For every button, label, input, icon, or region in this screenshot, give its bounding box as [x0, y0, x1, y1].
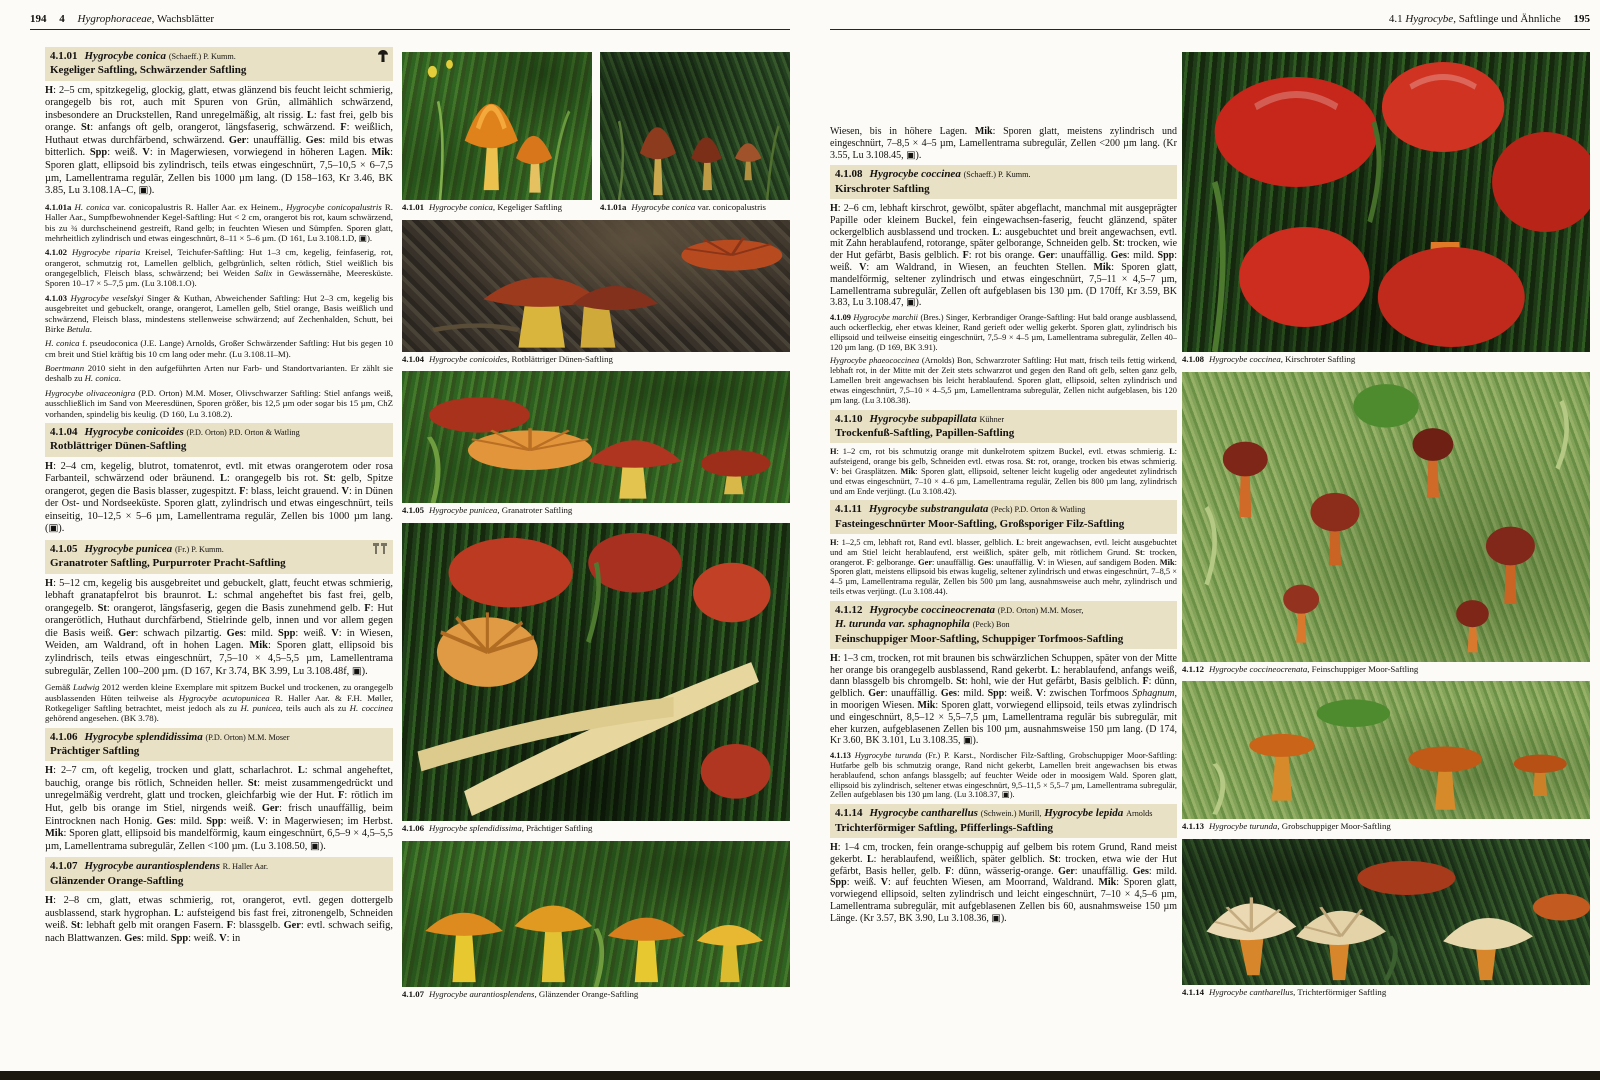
caption-conicoides: 4.1.04 Hygrocybe conicoides, Rotblättriger Dünen-Saftling	[402, 353, 613, 364]
photo-illustration	[402, 523, 790, 821]
figure-aurantiosplendens	[402, 841, 790, 1000]
species-authority: (Peck) P.D. Orton & Watling	[991, 505, 1086, 515]
photo-hygrocybe-splendidissima	[402, 523, 790, 821]
species-authority: Kühner	[979, 414, 1005, 424]
species-number: 4.1.04	[50, 425, 78, 438]
species-latin: Hygrocybe aurantiosplendens	[84, 860, 220, 873]
species-heading-coccineocrenata	[830, 601, 1177, 649]
photo-hygrocybe-aurantiosplendens	[402, 841, 790, 987]
species-number: 4.1.12	[835, 603, 863, 616]
species-number: 4.1.07	[50, 860, 78, 873]
note-acutopunicea: Gemäß Ludwig 2012 werden kleine Exemplare mit spitzem Buckel und trockenen, zu orangegelb ausblassenden Hüten teilweise als Hygrocybe acutopunicea R. Haller Aar. & F.H. Møller, Rotkegeliger Saftling betrachtet, meist jedoch als zu H. punicea, teils auch als zu H. coccinea gehörend angesehen. (BK 3.78).	[45, 682, 393, 724]
species-authority: (Schaeff.) P. Kumm.	[168, 52, 236, 61]
photo-illustration	[1182, 681, 1590, 819]
left-text-column	[45, 44, 393, 1056]
species-number: 4.1.10	[835, 412, 863, 425]
species-common-name: Trichterförmiger Saftling, Pfifferlings-Saftling	[835, 821, 1054, 834]
edibility-icon	[372, 543, 388, 558]
photo-hygrocybe-conica	[402, 52, 592, 200]
species-number: 4.1.08	[835, 168, 863, 181]
section-number: 4.1	[1388, 13, 1403, 25]
species-common-name: Granatroter Saftling, Purpurroter Pracht-Saftling	[50, 557, 286, 570]
left-page-header	[30, 13, 790, 30]
description-conicoides: H: 2–4 cm, kegelig, blutrot, tomatenrot, evtl. mit etwas orangerotem oder rosa Farbanteil, schwärzend oder bräunend. L: orangegelb bis rot. St: gelb, Spitze orangerot, gegen die Basis blasser, zugespitzt. F: blass, leicht grauend. V: in Dünen der Ost- und Nordseeküste. Sporen glatt, zylindrisch und etwas eingeschnürt, teils einseitig, 10–12,5 × 5–6 µm, Lamellentrama regulär, Zellen bis 1000 µm lang. (▣).	[45, 460, 393, 535]
species-synonym: Hygrocybe lepida	[1044, 807, 1124, 820]
genus-common: , Saftlinge und Ähnliche	[1453, 13, 1561, 25]
right-text-column	[830, 126, 1177, 1056]
caption-splendidissima: 4.1.06 Hygrocybe splendidissima, Prächtiger Saftling	[402, 823, 593, 834]
description-cantharellus: H: 1–4 cm, trocken, fein orange-schuppig auf gelbem bis rotem Grund, Rand meist gekerbt. L: herablaufend, weißlich, später gelblich. St: trocken, etwa wie der Hut gefärbt, Basis heller, gelb. F: dünn, wässerig-orange. Ger: unauffällig. Ges: mild. Spp: weiß. V: auf feuchten Wiesen, am Moorrand, Waldrand. Mik: Sporen glatt, vorwiegend ellipsoid, selten zylindrisch und leicht eingeschnürt, 7–10 × 4,5–6 µm, Lamellentrama subregulär, mit aufgeblasenen Zellen bis 60, ausnahmsweise 150 µm Länge. (Kr 3.57, BK 3.90, Lu 3.108.36, ▣).	[830, 841, 1177, 924]
genus-name: Hygrocybe	[1405, 13, 1454, 25]
photo-illustration	[1182, 372, 1590, 662]
description-continuation: Wiesen, bis in höhere Lagen. Mik: Sporen glatt, meistens zylindrisch und eingeschnürt, 7–8,5 × 4–5 µm, Lamellentrama subregulär, Zellen <200 µm lang. (Kr 3.55, Lu 3.108.45, ▣).	[830, 126, 1177, 161]
species-synonym-authority: Arnolds	[1126, 809, 1153, 819]
caption-turunda: 4.1.13 Hygrocybe turunda, Grobschuppiger Moor-Saftling	[1182, 821, 1391, 832]
figure-coccinea	[1182, 52, 1590, 365]
caption-coccinea: 4.1.08 Hygrocybe coccinea, Kirschroter Saftling	[1182, 354, 1356, 364]
species-authority: (Fr.) P. Kumm.	[174, 544, 224, 554]
photo-hygrocybe-punicea	[402, 371, 790, 503]
species-heading-punicea	[45, 540, 393, 574]
chapter-number: 4	[59, 13, 65, 25]
photo-illustration	[1182, 839, 1590, 985]
species-authority: (Schaeff.) P. Kumm.	[963, 170, 1031, 180]
caption-coccineocrenata: 4.1.12 Hygrocybe coccineocrenata, Feinschuppiger Moor-Saftling	[1182, 663, 1419, 674]
description-substrangulata: H: 1–2,5 cm, lebhaft rot, Rand evtl. blasser, gelblich. L: breit angewachsen, evtl. leicht ausgebuchtet und am Stiel leicht herablaufend, erst weißlich, später gelb, mit rötlichem Grund. St: trocken, orangerot. F: gelborange. Ger: unauffällig. Ges: unauffällig. V: in Wiesen, auf sandigem Boden. Mik: Sporen glatt, meistens ellipsoid bis etwas kugelig, seltener zylindrisch und etwas eingeschnürt, 7–8,5 × 4–5 µm, Lamellentrama regulär, Zellen bis 500 µm lang, ausnahmsweise auch mehr, zylindrisch und teils etwas verjüngt. (Lu 3.108.44).	[830, 537, 1177, 597]
caption-aurantiosplendens: 4.1.07 Hygrocybe aurantiosplendens, Glänzender Orange-Saftling	[402, 988, 639, 999]
page-number-left: 194	[30, 13, 47, 25]
family-name: Hygrophoraceae	[77, 13, 152, 25]
species-number: 4.1.06	[50, 730, 78, 743]
figure-splendidissima	[402, 523, 790, 834]
species-heading-subpapillata	[830, 410, 1177, 444]
figure-punicea	[402, 371, 790, 516]
species-number: 4.1.01	[50, 50, 78, 62]
photo-hygrocybe-coccinea	[1182, 52, 1590, 352]
species-heading-cantharellus	[830, 804, 1177, 838]
species-authority: (Schwein.) Murill,	[980, 809, 1042, 819]
caption-conicopalustris: 4.1.01a Hygrocybe conica var. conicopalustris	[600, 202, 766, 212]
figure-cantharellus	[1182, 839, 1590, 998]
left-image-column	[402, 52, 790, 1006]
description-splendidissima: H: 2–7 cm, oft kegelig, trocken und glatt, scharlachrot. L: schmal angeheftet, bauchig, orange bis rötlich, Schneiden heller. St: meist zusammengedrückt und unregelmäßig verdreht, glatt und trocken, gleichfarbig wie der Hut. F: rötlich im Hut, gelb bis orange im Stiel, nirgends weiß. Ger: frisch unauffällig, beim Eintrocknen nach Honig. Ges: mild. Spp: weiß. V: in Magerwiesen; im Herbst. Mik: Sporen glatt, ellipsoid bis mandelförmig, kaum eingeschnürt, 6,5–9 × 4,5–5,5 µm, Lamellentrama subregulär, Zellen <100 µm. (Lu 3.108.50, ▣).	[45, 765, 393, 852]
species-common-name: Fasteingeschnürter Moor-Saftling, Großsporiger Filz-Saftling	[835, 517, 1125, 530]
species-common-name: Kirschroter Saftling	[835, 182, 930, 195]
species-heading-conica	[45, 47, 393, 81]
photo-illustration	[600, 52, 790, 200]
species-latin: Hygrocybe conica	[84, 50, 167, 62]
photo-hygrocybe-cantharellus	[1182, 839, 1590, 985]
species-number: 4.1.11	[835, 503, 862, 516]
photo-illustration	[1182, 52, 1590, 352]
toxicity-icon	[378, 50, 388, 66]
photo-illustration	[402, 52, 592, 200]
figure-turunda	[1182, 681, 1590, 832]
species-latin: Hygrocybe splendidissima	[84, 730, 203, 743]
figure-conicoides	[402, 220, 790, 365]
species-heading-conicoides	[45, 423, 393, 457]
photo-hygrocybe-conicoides	[402, 220, 790, 352]
description-punicea: H: 5–12 cm, kegelig bis ausgebreitet und gebuckelt, glatt, feucht etwas schmierig, lebhaft granatapfelrot bis braunrot. L: schmal angeheftet bis fast frei, gelb, orangegelb. St: orangerot, längsfaserig, gegen die Basis zunehmend gelb. F: Hut orangerötlich, Huthaut durchfärbend, Stielrinde gelb, innen und vor allem gegen die Basis weiß. Ger: schwach pilzartig. Ges: mild. Spp: weiß. V: in Wiesen, Weiden, am Waldrand, oft in hohen Lagen. Mik: Sporen glatt, ellipsoid bis zylindrisch, teils etwas eingeschnürt, 7,5–10 × 4,5–5,5 µm, Lamellentrama subregulär, Zellen 100–200 µm. (D 167, Kr 3.74, BK 3.99, Lu 3.108.48f, ▣).	[45, 577, 393, 677]
note-phaeococcinea: Hygrocybe phaeococcinea (Arnolds) Bon, Schwarzroter Saftling: Hut matt, frisch teils fettig wirkend, lebhaft rot, in der Mitte mit der Zeit stets schwarzrot und gegen den Rand oft gelb, selten ganz gelb, Lamellen breit angewachsen bis leicht herablaufend. Sporen glatt, ellipsoid, selten zylindrisch und etwas eingeschnürt, 7,5–10 × 4–5,5 µm, Lamellentrama subregulär, Zellen nicht aufgeblasen, bis 120 µm lang. (Lu 3.108.38).	[830, 356, 1177, 405]
species-number: 4.1.14	[835, 807, 863, 820]
caption-punicea: 4.1.05 Hygrocybe punicea, Granatroter Saftling	[402, 505, 573, 516]
note-turunda: 4.1.13 Hygrocybe turunda (Fr.) P. Karst., Nordischer Filz-Saftling, Grobschuppiger Moor-Saftling: Hutfarbe gelb bis schmutzig orange, Rand nicht gekerbt, Lamellen breit angewachsen bis etwas herablaufend, schon anfangs blassgelb; auf feuchter Weide oder in moosigem Wald. Sporen glatt, ellipsoid bis zylindrisch, seltener etwas eingeschnürt, 9,5–11,5 × 5,5–7 µm, Lamellentrama subregulär, Zellen aufgeblasen bis 130 µm lang. (Lu 3.108.37, ▣).	[830, 751, 1177, 800]
note-olivaceonigra: Hygrocybe olivaceonigra (P.D. Orton) M.M. Moser, Olivschwarzer Saftling: Stiel anfangs weiß, ausschließlich im Sand von Meeresdünen, Sporen größer, bis 12,5 µm oder sogar bis 15 µm, ChZ vorhanden, spindelig bis keulig. (D 160, Lu 3.108.2).	[45, 387, 393, 419]
scan-edge	[0, 1071, 1600, 1080]
species-authority: (P.D. Orton) M.M. Moser,	[997, 605, 1084, 615]
figure-coccineocrenata	[1182, 372, 1590, 675]
photo-conica-var-conicopalustris	[600, 52, 790, 200]
family-common: , Wachsblätter	[151, 13, 215, 25]
species-number: 4.1.05	[50, 542, 78, 555]
species-latin: Hygrocybe punicea	[84, 542, 173, 555]
species-latin: Hygrocybe subpapillata	[869, 412, 977, 425]
species-latin: Hygrocybe coccineocrenata	[869, 603, 996, 616]
photo-illustration	[402, 841, 790, 987]
species-heading-substrangulata	[830, 500, 1177, 534]
page-number-right: 195	[1573, 13, 1590, 25]
caption-conica: 4.1.01 Hygrocybe conica, Kegeliger Saftling	[402, 202, 563, 212]
note-conicopalustris: 4.1.01a H. conica var. conicopalustris R. Haller Aar. ex Heinem., Hygrocybe conicopalustris R. Haller Aar., Sumpfbewohnender Kegel-Saftling: Hut < 2 cm, orangerot bis rot, kaum schwärzend, bis zu ¾ durchscheinend gestreift, Rand gelb; in feuchten Wiesen und Sümpfen. Sporen glatt, mehrheitlich zylindrisch und etwas eingeschnürt, 8–11 × 5–6 µm. (D 161, Lu 3.108.1.D, ▣).	[45, 201, 393, 243]
species-authority: (P.D. Orton) P.D. Orton & Watling	[186, 427, 300, 437]
species-latin: Hygrocybe cantharellus	[869, 807, 978, 820]
species-authority: R. Haller Aar.	[222, 862, 269, 872]
species-heading-coccinea	[830, 165, 1177, 199]
species-common-name: Trockenfuß-Saftling, Papillen-Saftling	[835, 426, 1015, 439]
photo-illustration	[402, 371, 790, 503]
right-image-column	[1182, 52, 1590, 1005]
right-page-header	[830, 13, 1590, 30]
caption-cantharellus: 4.1.14 Hygrocybe cantharellus, Trichterförmiger Saftling	[1182, 987, 1387, 998]
note-riparia: 4.1.02 Hygrocybe riparia Kreisel, Teichufer-Saftling: Hut 1–3 cm, kegelig, feinfaserig, rot, orangerot, schmutzig rot, Lamellen gelblich, gelbgrünlich, selten rötlich, Stiel weißlich bis orangegelblich, Fleisch blass, schwärzend; bei Weiden Salix in Gewässernähe, Meeresküste. Sporen 10–17 × 5–7,5 µm. (Lu 3.108.1.O).	[45, 247, 393, 289]
species-common-name: Rotblättriger Dünen-Saftling	[50, 440, 187, 453]
description-subpapillata: H: 1–2 cm, rot bis schmutzig orange mit dunkelrotem spitzem Buckel, evtl. etwas schmierig. L: aufsteigend, orange bis gelb, Schneiden evtl. etwas rosa. St: rot, orange, trocken bis etwas schmierig. V: bei Grasplätzen. Mik: Sporen glatt, ellipsoid, seltener leicht kugelig oder angedeutet zylindrisch und etwas eingeschnürt, 7–10 × 4–6 µm, Lamellentrama regulär, Zellen bis 800 µm lang, zylindrisch und am Ende verjüngt. (Lu 3.108.42).	[830, 447, 1177, 496]
photo-hygrocybe-turunda	[1182, 681, 1590, 819]
figure-conica	[402, 52, 592, 213]
species-common-name: Prächtiger Saftling	[50, 745, 140, 757]
species-latin: Hygrocybe coccinea	[869, 168, 961, 181]
species-latin: Hygrocybe conicoides	[84, 425, 184, 438]
species-common-name: Glänzender Orange-Saftling	[50, 874, 184, 887]
description-coccinea: H: 2–6 cm, lebhaft kirschrot, gewölbt, später abgeflacht, manchmal mit ausgeprägter Papille oder kleinem Buckel, fein eingewachsen-faserig, feucht glänzend, später ockergelblich ausblassend und trocken. L: ausgebuchtet und breit angewachsen, evtl. mit Zahn herablaufend, rotorange, später gelborange, Schneiden gelb. St: trocken, wie der Hut gefärbt, Basis gelblich. F: rot bis orange. Ger: unauffällig. Ges: mild. Spp: weiß. V: am Waldrand, in Wiesen, an feuchten Stellen. Mik: Sporen glatt, mandelförmig, seltener zylindrisch und etwas eingeschnürt, 7,5–11 × 4,5–7 µm, Lamellentrama subregulär, Zellen oft aufgeblasen bis 130 µm. (D 170ff, Kr 3.59, BK 3.83, Lu 3.108.47, ▣).	[830, 202, 1177, 309]
photo-illustration	[402, 220, 790, 352]
species-common-name: Kegeliger Saftling, Schwärzender Saftling	[50, 64, 247, 77]
species-latin: Hygrocybe substrangulata	[868, 503, 989, 516]
description-coccineocrenata: H: 1–3 cm, trocken, rot mit braunen bis schwärzlichen Schuppen, später von der Mitte her orange bis orangegelb ausblassend, Rand gekerbt. L: herablaufend, anfangs weiß, dann blassgelb bis chromgelb. St: hohl, wie der Hut gefärbt, Basis gelblich. F: dünn, gelblich. Ger: unauffällig. Ges: mild. Spp: weiß. V: zwischen Torfmoos Sphagnum, in moorigen Wiesen. Mik: Sporen glatt, vorwiegend ellipsoid, teils etwas zylindrisch und eingeschnürt, 8,5–12 × 5,5–7,5 µm, Lamellentrama regulär bis subregulär, mit eher kurzen, aufgeblasenen Zellen bis 100 µm, ausnahmsweise 150 µm lang. (D 174, Kr 3.60, BK 3.101, Lu 3.108.35, ▣).	[830, 652, 1177, 747]
note-veselskyi: 4.1.03 Hygrocybe veselskyi Singer & Kuthan, Abweichender Saftling: Hut 2–3 cm, kegelig bis ausgebreitet und gebuckelt, orange, orangerot, Lamellen gelb, Stiel orange, Basis weißlich und schwärzend, Fleisch blass, mindestens stellenweise schwärzend; auf Zechenhalden, Schutt, bei Birke Betula.	[45, 292, 393, 334]
description-aurantiosplendens: H: 2–8 cm, glatt, etwas schmierig, rot, orangerot, evtl. gegen dottergelb ausblassend, stark hygrophan. L: aufsteigend bis fast frei, zitronengelb, Schneiden weiß. St: lebhaft gelb mit orangen Fasern. F: blassgelb. Ger: evtl. schwach seifig, nach Blattwanzen. Ges: mild. Spp: weiß. V: in	[45, 894, 393, 944]
species-heading-splendidissima	[45, 728, 393, 762]
note-pseudoconica: H. conica f. pseudoconica (J.E. Lange) Arnolds, Großer Schwärzender Saftling: Hut bis gegen 10 cm breit und Stiel kräftig bis 10 cm lang oder mehr. (Lu 3.108.1I–M).	[45, 338, 393, 359]
photo-hygrocybe-coccineocrenata	[1182, 372, 1590, 662]
figure-conicopalustris	[600, 52, 790, 213]
note-boertmann: Boertmann 2010 sieht in den aufgeführten Arten nur Farb- und Standortvarianten. Er zählt sie deshalb zu H. conica.	[45, 363, 393, 384]
species-authority: (P.D. Orton) M.M. Moser	[205, 732, 290, 742]
note-marchii: 4.1.09 Hygrocybe marchii (Bres.) Singer, Kerbrandiger Orange-Saftling: Hut bald orange ausblassend, auch ockerfleckig, eher etwas kleiner, Rand gerieft oder wellig gekerbt. Sporen glatt, zylindrisch bis ellipsoid und teilweise einseitig eingeschnürt, 7,5–9 × 4–5 µm, Lamellentrama subregulär, Zellen 40–120 µm lang. (D 169, BK 3.91).	[830, 313, 1177, 352]
species-synonym: H. turunda var. sphagnophila	[835, 618, 970, 631]
species-common-name: Feinschuppiger Moor-Saftling, Schuppiger Torfmoos-Saftling	[835, 632, 1124, 645]
species-heading-aurantiosplendens	[45, 857, 393, 891]
species-synonym-authority: (Peck) Bon	[972, 620, 1010, 630]
description-conica: H: 2–5 cm, spitzkegelig, glockig, glatt, etwas glänzend bis feucht leicht schmierig, orangegelb bis rot, auch mit Spuren von Grün, allmählich schwärzend, insbesondere an Druckstellen, Rand unregelmäßig, alt rissig. L: fast frei, gelb bis orange. St: anfangs oft gelb, orangerot, längsfaserig, schwärzend. F: weißlich, Huthaut etwas durchfärbend, schwärzend. Ger: unauffällig. Ges: mild bis etwas bitterlich. Spp: weiß. V: in Magerwiesen, vorwiegend in höheren Lagen. Mik: Sporen glatt, ellipsoid bis zylindrisch, teils etwas eingeschnürt, 7,5–10,5 × 6–7,5 µm, Lamellentrama regulär, Zellen bis 1000 µm lang. (D 158–163, Kr 3.46, BK 3.85, Lu 3.108.1A–C, ▣).	[45, 84, 393, 197]
